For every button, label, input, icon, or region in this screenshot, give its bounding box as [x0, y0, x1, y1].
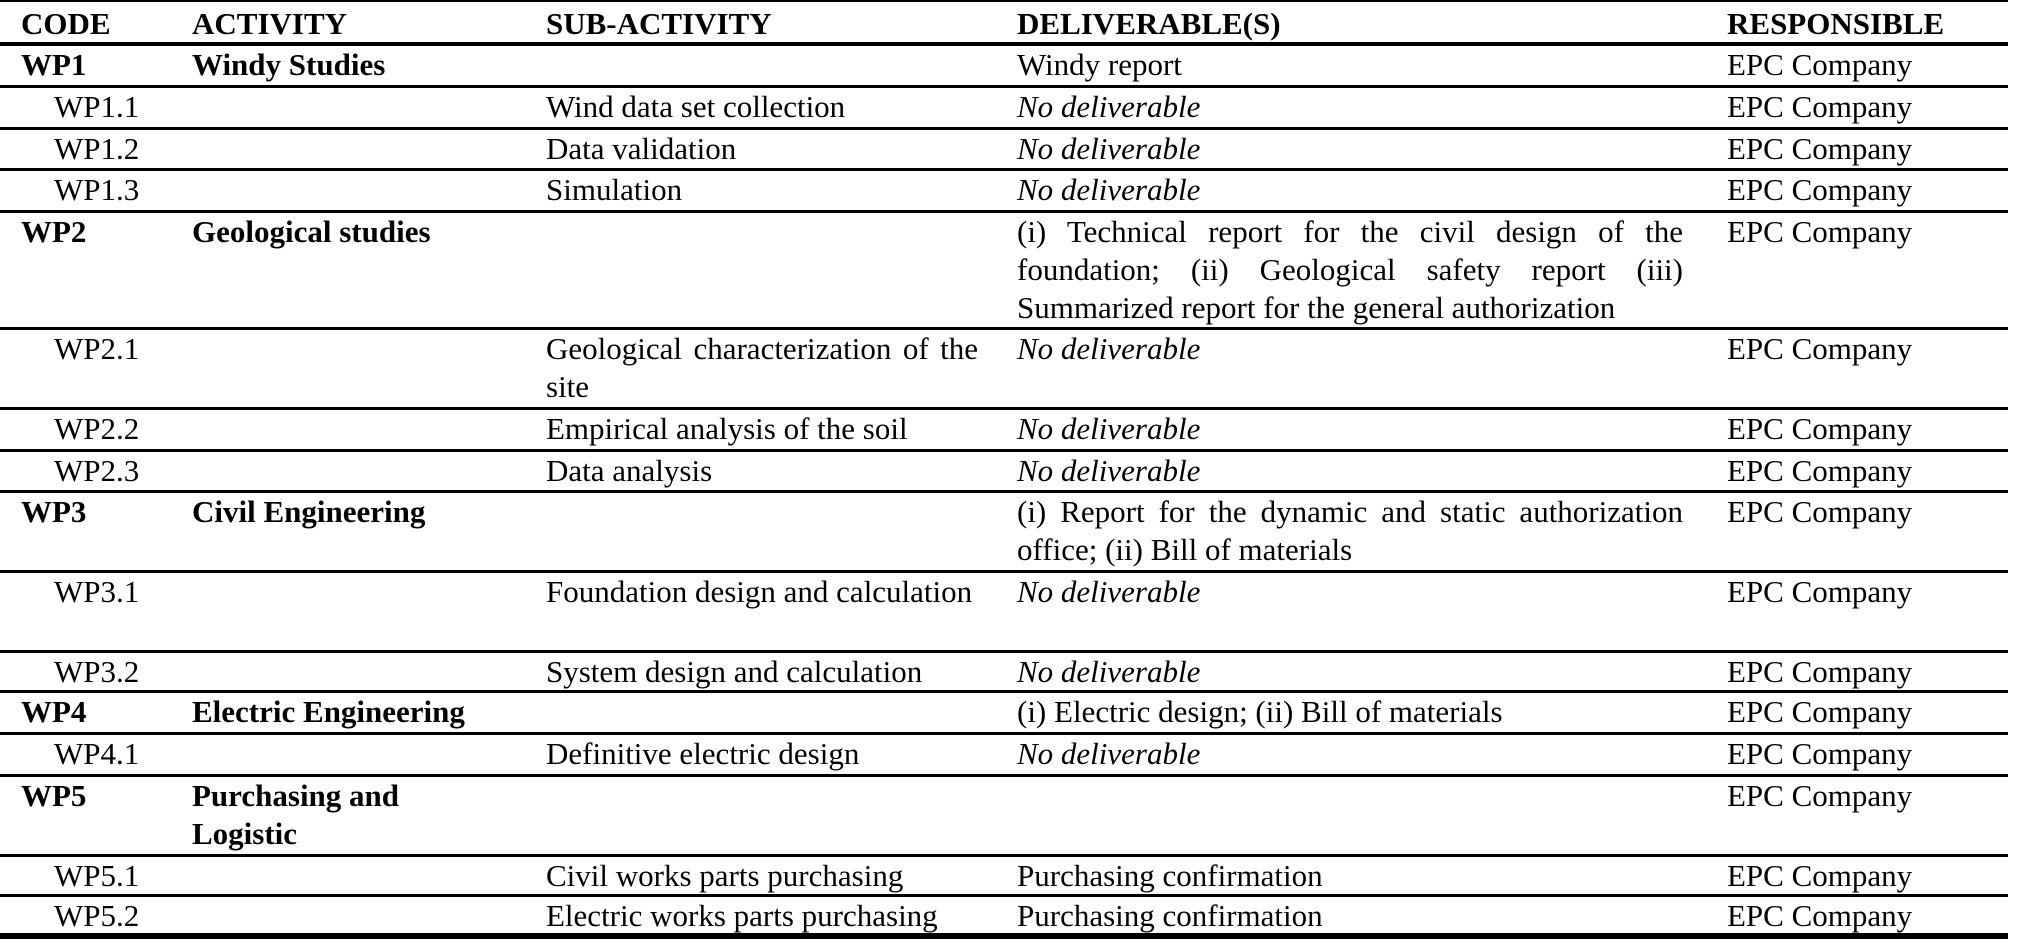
cell-code: WP4: [21, 694, 87, 729]
cell-deliverable: No deliverable: [1017, 736, 1201, 771]
cell-deliverable: No deliverable: [1017, 453, 1201, 488]
header-deliverables: DELIVERABLE(S): [1017, 6, 1281, 41]
table-row-wp5: [0, 777, 2008, 857]
cell-responsible: EPC Company: [1727, 214, 1913, 249]
cell-deliverable: Purchasing confirmation: [1017, 858, 1323, 893]
cell-sub-activity: Electric works parts purchasing: [546, 898, 938, 933]
cell-deliverable: Windy report: [1017, 47, 1182, 82]
cell-code: WP1.1: [54, 89, 140, 124]
cell-activity: Windy Studies: [192, 47, 386, 82]
cell-sub-activity: Simulation: [546, 172, 683, 207]
table-row-wp2-2: [0, 410, 2008, 452]
cell-responsible: EPC Company: [1727, 411, 1913, 446]
table-row-wp1-3: [0, 171, 2008, 213]
cell-deliverable: No deliverable: [1017, 131, 1201, 166]
cell-deliverable: (i) Electric design; (ii) Bill of materials: [1017, 694, 1503, 729]
header-sub-activity: SUB-ACTIVITY: [546, 6, 772, 41]
cell-code: WP4.1: [54, 736, 140, 771]
table-row-wp4-1: [0, 735, 2008, 777]
cell-code: WP1.2: [54, 131, 140, 166]
cell-sub-activity: Foundation design and calculation: [546, 574, 973, 609]
cell-code: WP2.1: [54, 331, 140, 366]
cell-responsible: EPC Company: [1727, 778, 1913, 813]
header-code: CODE: [21, 6, 111, 41]
cell-code: WP2.2: [54, 411, 140, 446]
table-row-wp2-1: [0, 330, 2008, 410]
cell-responsible: EPC Company: [1727, 858, 1913, 893]
table-header-row: [0, 2, 2008, 46]
table-row-wp3-1: [0, 573, 2008, 653]
header-activity: ACTIVITY: [192, 6, 348, 41]
cell-code: WP5.1: [54, 858, 140, 893]
cell-sub-activity: Civil works parts purchasing: [546, 858, 904, 893]
cell-responsible: EPC Company: [1727, 172, 1913, 207]
cell-responsible: EPC Company: [1727, 494, 1913, 529]
cell-deliverable: No deliverable: [1017, 654, 1201, 689]
cell-code: WP3.2: [54, 654, 140, 689]
table-row-wp1-2: [0, 130, 2008, 171]
table-row-wp5-1: [0, 857, 2008, 897]
cell-sub-activity: Data analysis: [546, 453, 713, 488]
cell-responsible: EPC Company: [1727, 47, 1913, 82]
cell-code: WP2.3: [54, 453, 140, 488]
cell-code: WP2: [21, 214, 87, 249]
cell-deliverable: (i) Report for the dynamic and static authorization office; (ii) Bill of materials: [1017, 494, 1683, 567]
cell-responsible: EPC Company: [1727, 736, 1913, 771]
cell-deliverable: No deliverable: [1017, 574, 1201, 609]
table-row-wp1: [0, 46, 2008, 88]
cell-deliverable: No deliverable: [1017, 411, 1201, 446]
cell-activity: Geological studies: [192, 214, 431, 249]
cell-activity: Purchasing and Logistic: [192, 778, 400, 851]
table-row-wp5-2: [0, 897, 2008, 939]
cell-deliverable: No deliverable: [1017, 89, 1201, 124]
table-row-wp4: [0, 693, 2008, 735]
table-row-wp1-1: [0, 88, 2008, 130]
cell-sub-activity: Empirical analysis of the soil: [546, 411, 908, 446]
header-responsible: RESPONSIBLE: [1727, 6, 1945, 41]
table-row-wp3: [0, 493, 2008, 573]
cell-responsible: EPC Company: [1727, 694, 1913, 729]
cell-responsible: EPC Company: [1727, 898, 1913, 933]
cell-code: WP1: [21, 47, 87, 82]
cell-responsible: EPC Company: [1727, 131, 1913, 166]
table-body: [0, 46, 2008, 939]
cell-responsible: EPC Company: [1727, 453, 1913, 488]
cell-activity: Electric Engineering: [192, 694, 465, 729]
cell-sub-activity: Definitive electric design: [546, 736, 860, 771]
cell-sub-activity: Geological characterization of the site: [546, 331, 978, 404]
table-row-wp2: [0, 213, 2008, 330]
cell-code: WP1.3: [54, 172, 140, 207]
cell-activity: Civil Engineering: [192, 494, 426, 529]
cell-responsible: EPC Company: [1727, 331, 1913, 366]
cell-sub-activity: Wind data set collection: [546, 89, 846, 124]
cell-sub-activity: System design and calculation: [546, 654, 923, 689]
cell-deliverable: No deliverable: [1017, 331, 1201, 366]
cell-deliverable: No deliverable: [1017, 172, 1201, 207]
cell-code: WP5: [21, 778, 87, 813]
table-row-wp3-2: [0, 653, 2008, 693]
cell-responsible: EPC Company: [1727, 574, 1913, 609]
cell-deliverable: (i) Technical report for the civil design of the foundation; (ii) Geological safety report (iii) Summarized report for the general authorization: [1017, 214, 1683, 325]
cell-code: WP5.2: [54, 898, 140, 933]
cell-responsible: EPC Company: [1727, 89, 1913, 124]
cell-code: WP3.1: [54, 574, 140, 609]
cell-deliverable: Purchasing confirmation: [1017, 898, 1323, 933]
cell-sub-activity: Data validation: [546, 131, 737, 166]
cell-responsible: EPC Company: [1727, 654, 1913, 689]
cell-code: WP3: [21, 494, 87, 529]
table-row-wp2-3: [0, 452, 2008, 493]
